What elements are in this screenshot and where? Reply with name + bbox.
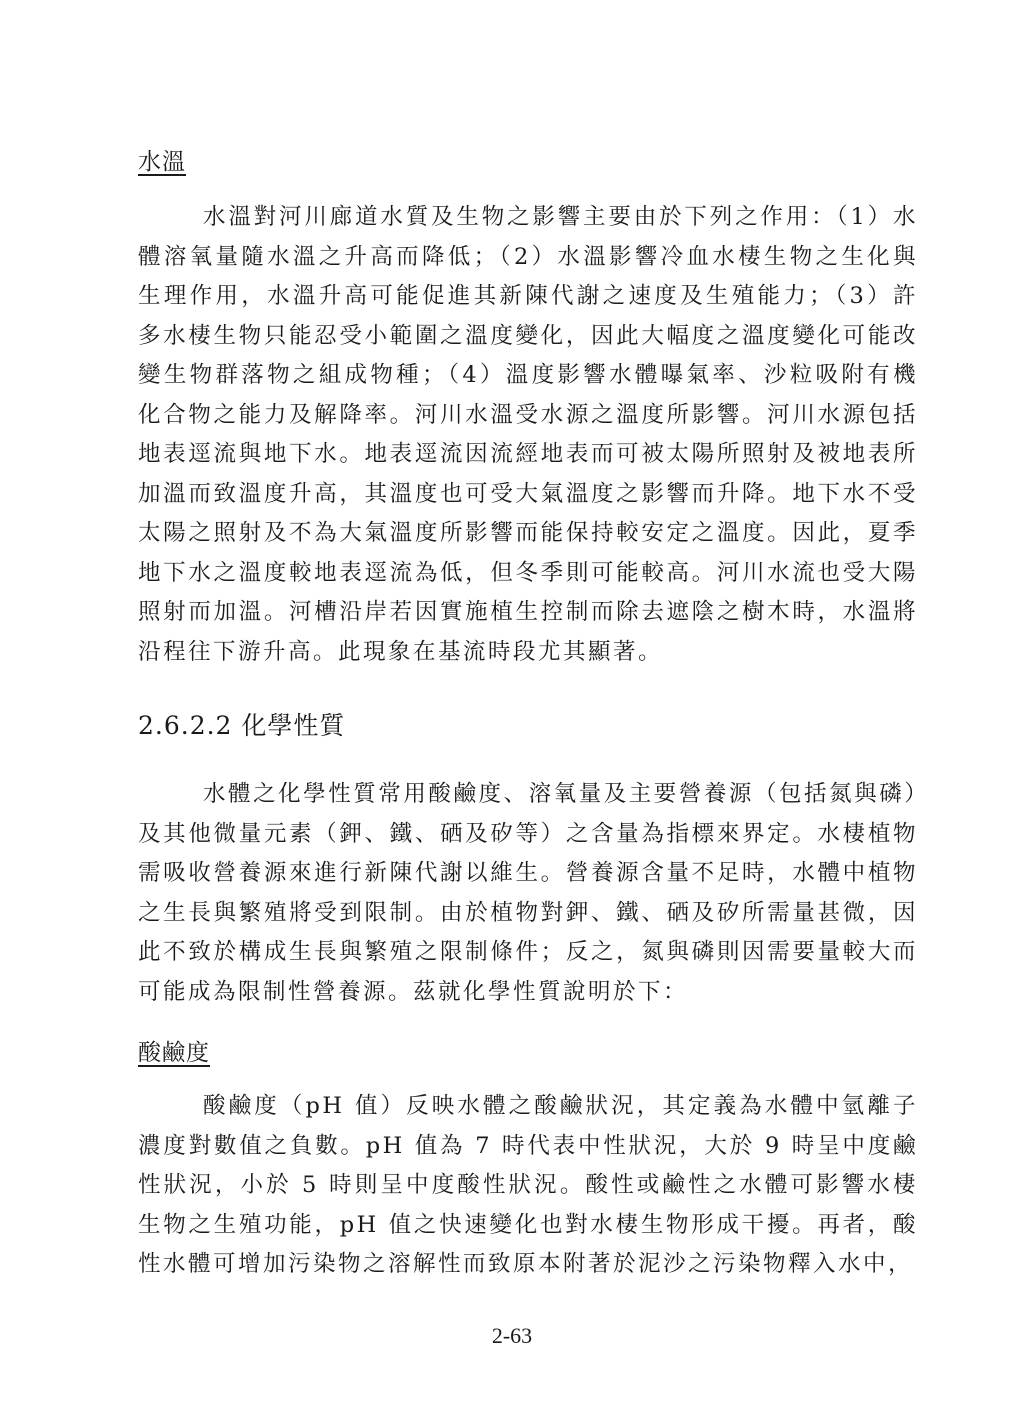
water-temperature-paragraph: 水溫對河川廊道水質及生物之影響主要由於下列之作用：（1）水體溶氧量隨水溫之升高而降低；（2）水溫影響冷血水棲生物之生化與生理作用，水溫升高可能促進其新陳代謝之速度及生殖能力；（3）許多水棲生物只能忍受小範圍之溫度變化，因此大幅度之溫度變化可能改變生物群落物之組成物種；（4）溫度影響水體曝氣率、沙粒吸附有機化合物之能力及解降率。河川水溫受水源之溫度所影響。河川水源包括地表逕流與地下水。地表逕流因流經地表而可被太陽所照射及被地表所加溫而致溫度升高，其溫度也可受大氣溫度之影響而升降。地下水不受太陽之照射及不為大氣溫度所影響而能保持較安定之溫度。因此，夏季地下水之溫度較地表逕流為低，但冬季則可能較高。河川水流也受大陽照射而加溫。河槽沿岸若因實施植生控制而除去遮陰之樹木時，水溫將沿程往下游升高。此現象在基流時段尤其顯著。: [138, 204, 918, 665]
chemical-properties-section-title: 2.6.2.2 化學性質: [138, 711, 346, 740]
page-number: 2-63: [491, 1323, 533, 1348]
chemical-properties-paragraph: 水體之化學性質常用酸鹼度、溶氧量及主要營養源（包括氮與磷）及其他微量元素（鉀、鐵、硒及矽等）之含量為指標來界定。水棲植物需吸收營養源來進行新陳代謝以維生。營養源含量不足時，水體中植物之生長與繁殖將受到限制。由於植物對鉀、鐵、硒及矽所需量甚微，因此不致於構成生長與繁殖之限制條件；反之，氮與磷則因需要量較大而可能成為限制性營養源。茲就化學性質說明於下：: [138, 781, 918, 1005]
ph-paragraph: 酸鹼度（pH 值）反映水體之酸鹼狀況，其定義為水體中氫離子濃度對數值之負數。pH 值為 7 時代表中性狀況，大於 9 時呈中度鹼性狀況，小於 5 時則呈中度酸性狀況。酸性或鹼性之水體可影響水棲生物之生殖功能，pH 值之快速變化也對水棲生物形成干擾。再者，酸性水體可增加污染物之溶解性而致原本附著於泥沙之污染物釋入水中，: [138, 1093, 918, 1277]
water-temperature-heading: 水溫: [138, 149, 186, 175]
ph-heading: 酸鹼度: [138, 1040, 210, 1066]
